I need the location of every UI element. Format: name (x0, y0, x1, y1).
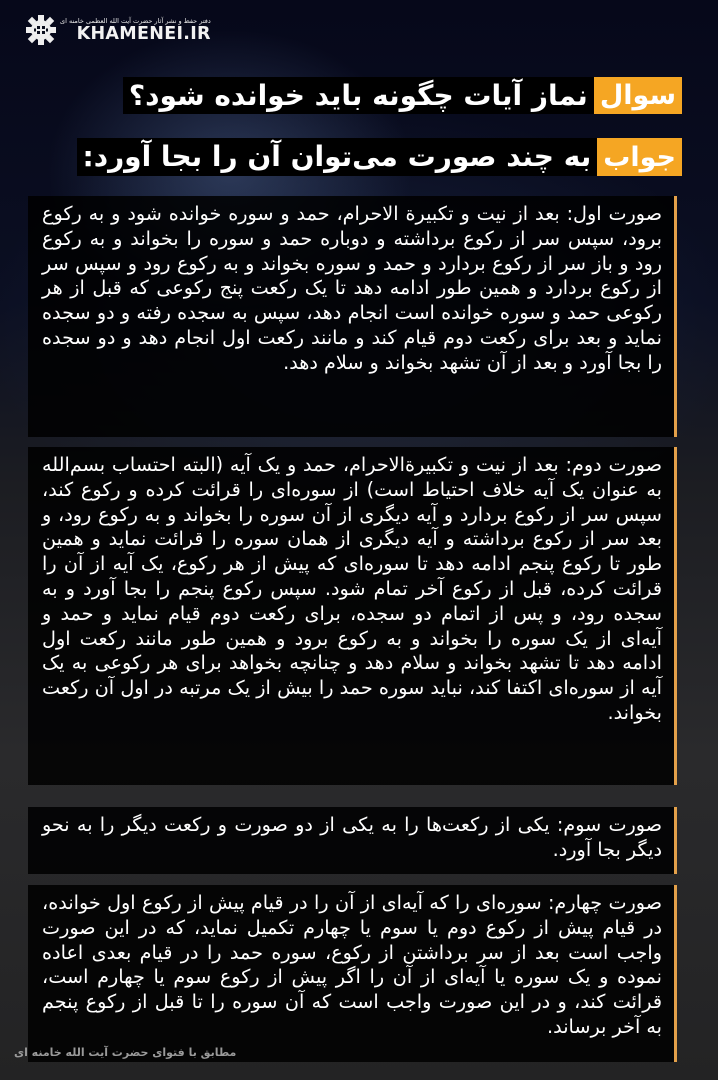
method-card-4 (28, 885, 677, 1062)
method-card-3 (28, 807, 677, 874)
method-text: صورت دوم: بعد از نیت و تکبیرةالاحرام، حمد و یک آیه (البته احتساب بسم‌الله به عنوان یک آیه خلاف احتیاط است) از سوره‌ای را قرائت کرده و رکوع کند، سپس سر از رکوع بردارد و آیه دیگری از آن سوره را بخواند و به رکوع رود، و بعد سر از رکوع برداشته و آیه دیگری از همان سوره را قرائت نماید و همین طور تا رکوع پنجم ادامه دهد تا سوره‌ای که پیش از هر رکوع، یک آیه از آن را قرائت کرده، قبل از رکوع آخر تمام شود. سپس رکوع پنجم را بجا آورد و به سجده رود، و پس از اتمام دو سجده، برای رکعت دوم قیام نماید و حمد و آیه‌ای از یک سوره را بخواند و به رکوع برود و همین طور مانند رکعت اول ادامه دهد تا تشهد بخواند و سلام دهد و چنانچه بخواهد برای هر رکوعی به یک آیه از سوره‌ای اکتفا کند، نباید سوره حمد را بیش از یک مرتبه در اول آن رکعت بخواند. (42, 453, 662, 724)
answer-text: به چند صورت می‌توان آن را بجا آورد: (82, 140, 592, 173)
method-text: صورت چهارم: سوره‌ای را که آیه‌ای از آن را در قیام پیش از رکوع اول خوانده، در قیام پیش از رکوع دوم یا سوم یا چهارم تکمیل نماید، که در این صورت واجب است بعد از سر برداشتن از رکوع، سوره حمد را در قیام بعدی اعاده نموده و یک سوره یا آیه‌ای از آن را اگر پیش از رکوع سوم یا چهارم است، قرائت کند، و در این صورت واجب است که آن سوره را تا قبل از رکوع پنجم به آخر برساند. (42, 891, 662, 1038)
method-text: صورت اول: بعد از نیت و تکبیرة الاحرام، حمد و سوره خوانده شود و به رکوع برود، سپس سر از رکوع برداشته و دوباره حمد و سوره را بخواند و به رکوع رود و باز سر از رکوع بردارد و حمد و سوره بخواند و به رکوع رود و سپس سر از رکوع بردارد و همین طور ادامه دهد تا یک رکعت پنج رکوعی که قبل از هر رکوعی حمد و سوره خوانده است انجام دهد، سپس به سجده رفته و دو سجده نماید و بعد برای رکعت دوم قیام کند و مانند رکعت اول انجام دهد و دو سجده را بجا آورد و بعد از آن تشهد بخواند و سلام دهد. (42, 202, 662, 374)
brand-name: KHAMENEI.IR (76, 23, 211, 44)
answer-headline (77, 138, 683, 176)
method-text: صورت سوم: یکی از رکعت‌ها را به یکی از دو صورت و رکعت دیگر را به نحو دیگر بجا آورد. (42, 813, 662, 861)
method-card-2 (28, 447, 677, 785)
question-tag: سوال (594, 77, 682, 114)
question-headline (123, 77, 682, 114)
question-text: نماز آیات چگونه باید خوانده شود؟ (128, 78, 588, 112)
answer-tag: جواب (597, 138, 682, 176)
brand-subtitle: دفتر حفظ و نشر آثار حضرت آیت الله العظمی خامنه ای (60, 16, 211, 25)
method-card-1 (28, 196, 677, 437)
fatwa-footnote: مطابق با فتوای حضرت آیت الله خامنه ای (14, 1046, 237, 1059)
brand-logo (24, 13, 211, 47)
khamenei-logo-icon (24, 13, 58, 47)
